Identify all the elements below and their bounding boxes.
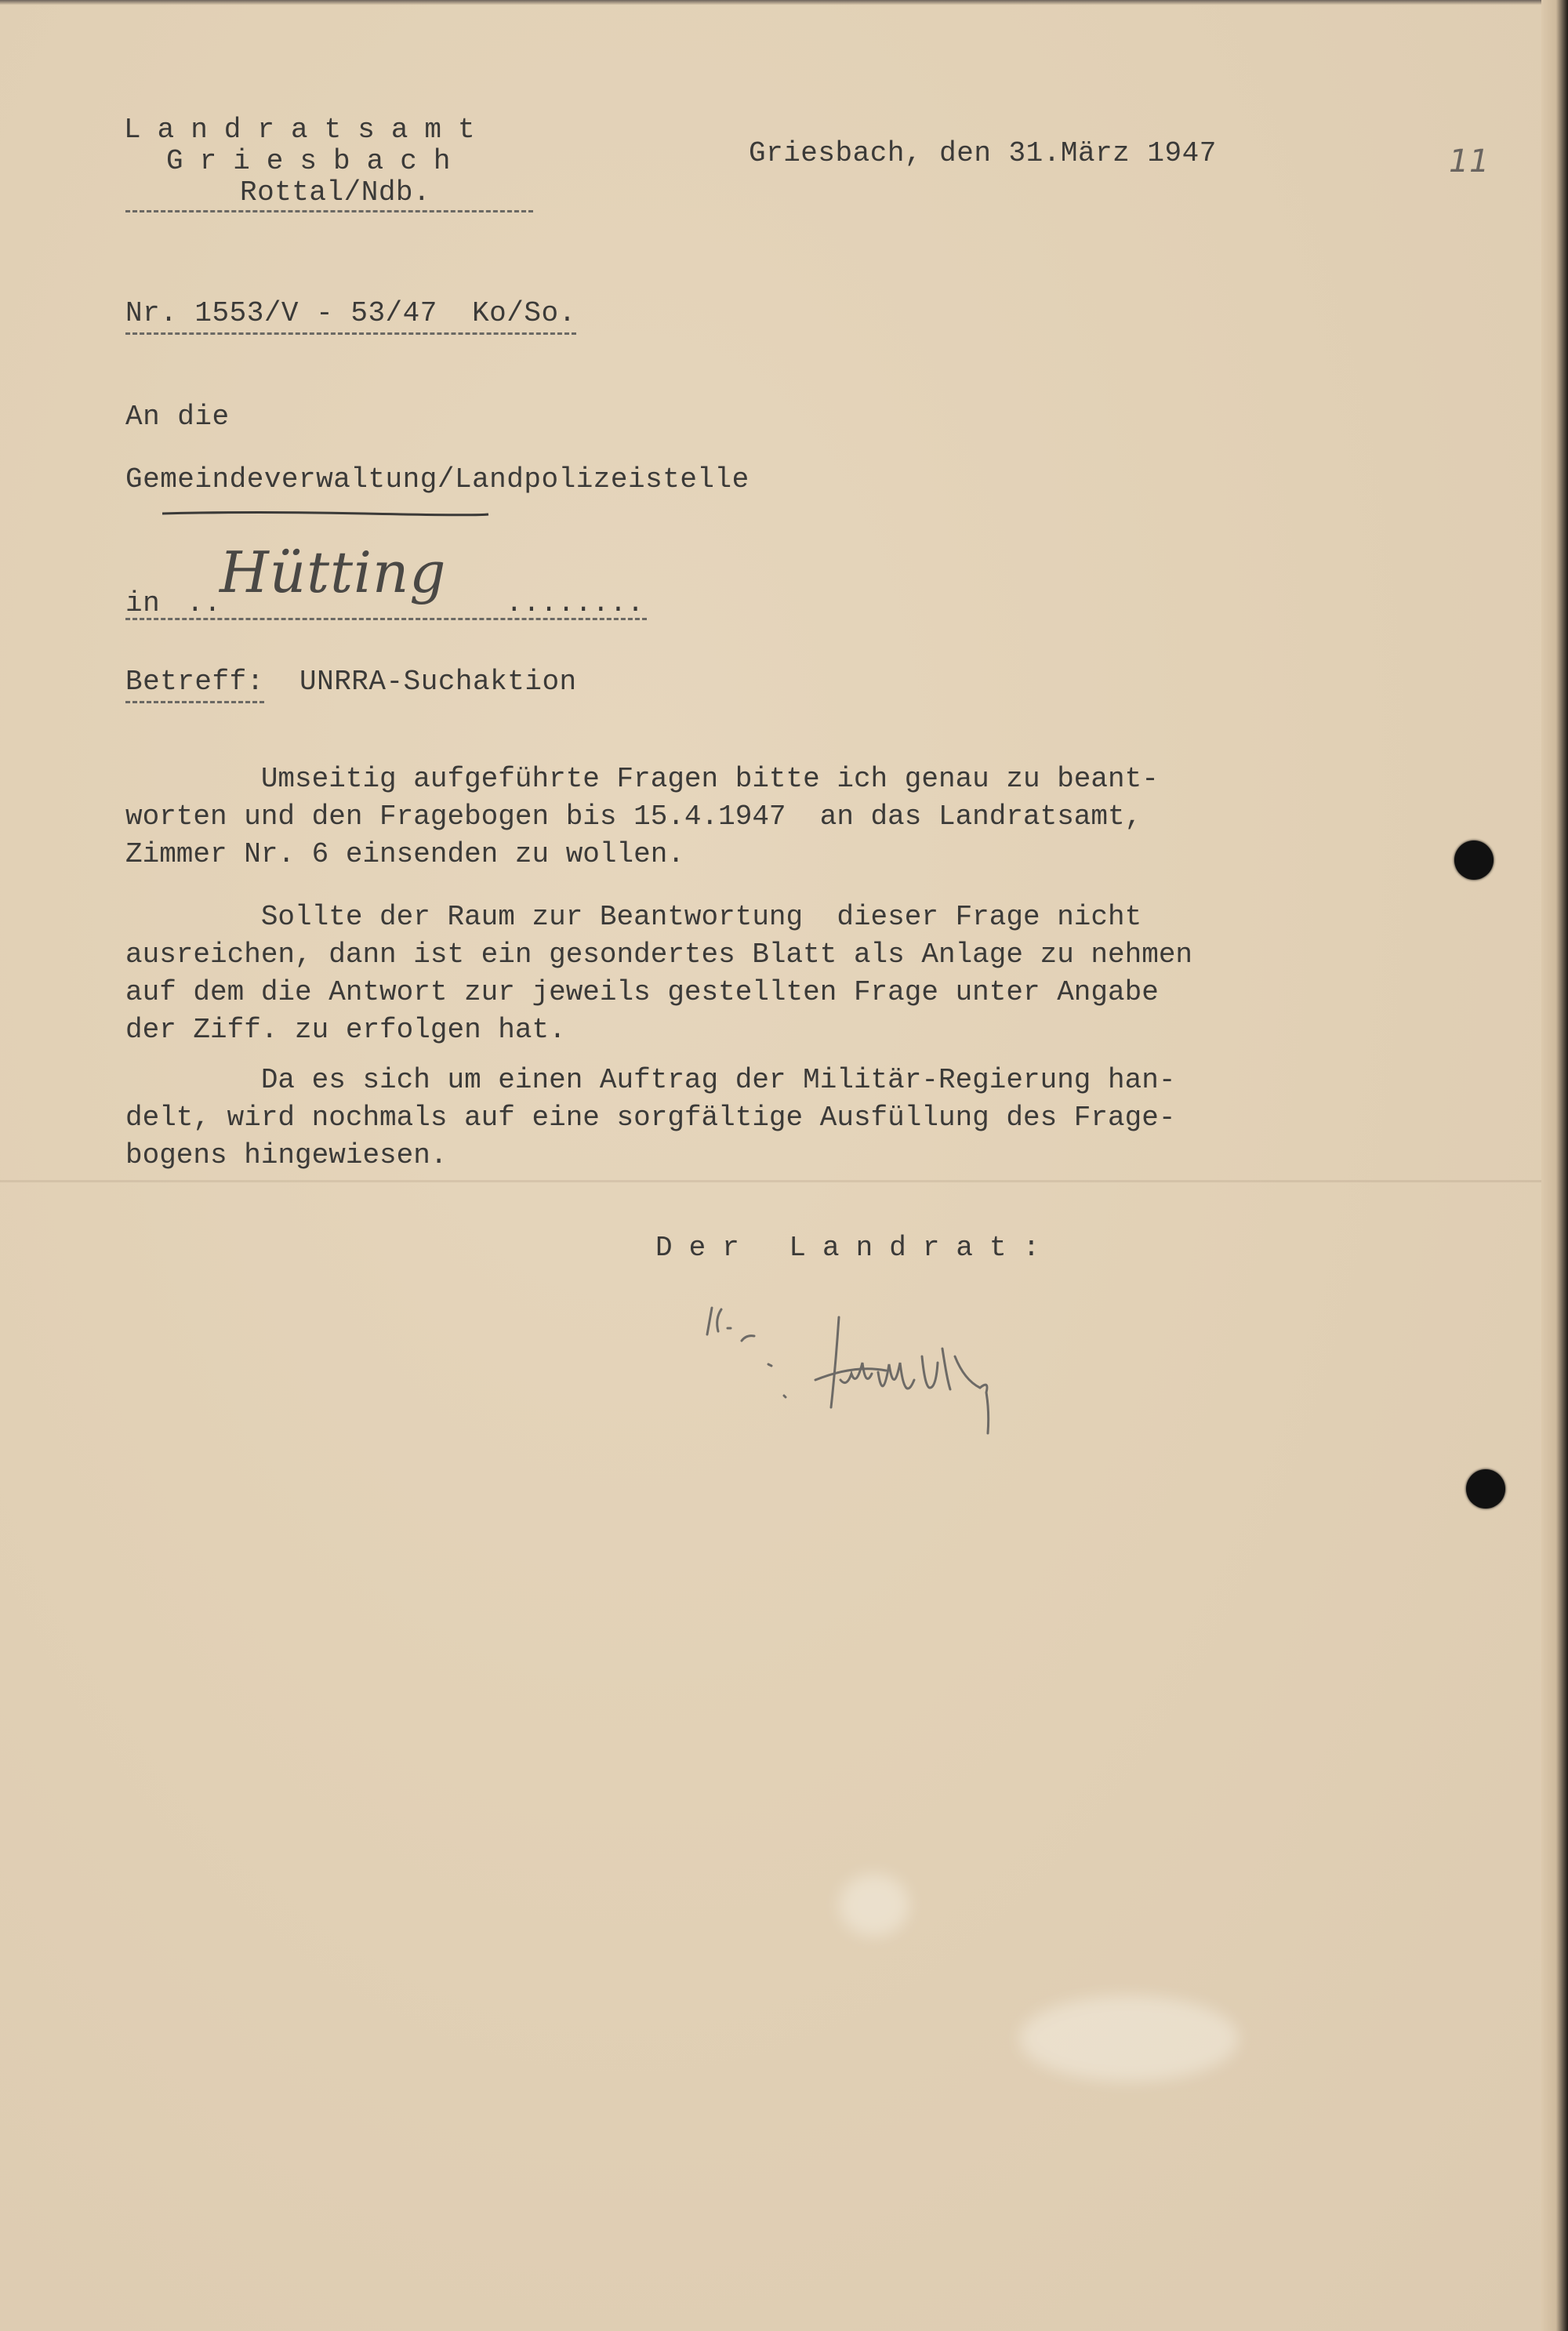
subject-label: Betreff: [125,663,264,703]
body-para1-line2: worten und den Fragebogen bis 15.4.1947 an das Landratsamt, [125,801,1142,833]
office-town: Griesbach [166,145,467,177]
body-para1-line3: Zimmer Nr. 6 einsenden zu wollen. [125,838,684,870]
scan-right-edge [1541,0,1568,2331]
body-para2-line4: der Ziff. zu erfolgen hat. [125,1014,566,1046]
punch-hole-lower [1466,1469,1505,1509]
paper-stain [839,1874,909,1937]
body-para3-line2: delt, wird nochmals auf eine sorgfältige Ausfüllung des Frage- [125,1102,1176,1134]
trailing-dots: ........ [506,587,644,619]
body-para2-line2: ausreichen, dann ist ein gesondertes Blatt als Anlage zu nehmen [125,939,1193,971]
body-para3-line3: bogens hingewiesen. [125,1139,448,1171]
reference-number: Nr. 1553/V - 53/47 Ko/So. [125,295,576,335]
body-para2-line1: Sollte der Raum zur Beantwortung dieser Frage nicht [125,901,1142,933]
signatory-label: Der Landrat: [655,1232,1057,1264]
paper-fold [0,1180,1541,1182]
scan-top-edge [0,0,1568,5]
in-underline [125,618,647,620]
handwritten-signature [698,1270,1137,1443]
in-dots: .. [187,587,222,619]
recipient-line1: An die [125,401,230,433]
punch-hole-upper [1454,841,1494,880]
recipient-pen-stroke [161,507,490,513]
body-para2-line3: auf dem die Antwort zur jeweils gestellten Frage unter Angabe [125,976,1159,1008]
paper-stain [1019,1995,1239,2082]
recipient-office: Gemeindeverwaltung/Landpolizeistelle [125,463,750,496]
office-name: Landratsamt [124,114,492,146]
handwritten-place: Hütting [220,539,447,605]
office-region: Rottal/Ndb. [240,176,431,209]
subject-text: UNRRA-Suchaktion [299,666,577,698]
letterhead-underline [125,210,533,212]
place-date: Griesbach, den 31.März 1947 [749,137,1217,169]
body-para1-line1: Umseitig aufgeführte Fragen bitte ich genau zu beant- [125,763,1159,795]
body-para3-line1: Da es sich um einen Auftrag der Militär-Regierung han- [125,1064,1176,1096]
in-label: in [125,587,161,619]
page-number: 11 [1449,143,1490,180]
